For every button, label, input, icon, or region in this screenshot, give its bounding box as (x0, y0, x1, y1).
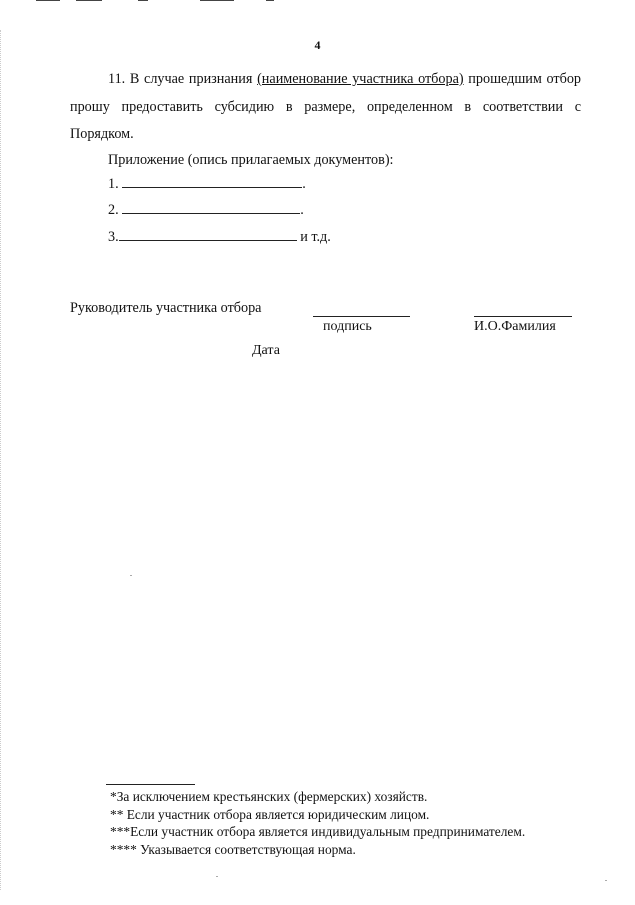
appendix-item-number: 1. (108, 176, 119, 192)
appendix-item-1 (108, 176, 306, 193)
appendix-title: Приложение (опись прилагаемых документов): (108, 152, 394, 168)
appendix-item-number: 2. (108, 202, 119, 218)
appendix-item-3 (108, 229, 331, 246)
footnote-4: **** Указывается соответствующая норма. (110, 842, 356, 857)
signature-caption: подпись (323, 319, 372, 334)
appendix-item-tail: . (300, 202, 304, 218)
footnote-2: ** Если участник отбора является юридическим лицом. (110, 807, 430, 822)
blank-line (122, 202, 300, 214)
paragraph-11-start: 11. В случае признания (108, 71, 253, 87)
signature-label: Руководитель участника отбора (70, 300, 262, 316)
signature-line (313, 316, 410, 317)
footnote-1: *За исключением крестьянских (фермерских) хозяйств. (110, 789, 428, 804)
blank-line (119, 229, 297, 241)
appendix-item-number: 3. (108, 229, 119, 245)
name-line (474, 316, 572, 317)
participant-name-placeholder: (наименование участника отбора) (257, 71, 464, 87)
scan-top-marks (0, 0, 635, 4)
date-label: Дата (252, 343, 280, 358)
footnote-separator (106, 784, 195, 785)
scan-left-edge (0, 30, 2, 890)
page-number: 4 (314, 38, 321, 52)
blank-line (122, 176, 302, 188)
paragraph-11 (70, 66, 581, 149)
paragraph-11-rest: прошедшим отбор прошу предоставить субсидию в размере, определенном в соответствии с Порядком. (70, 71, 582, 142)
appendix-item-tail: и т.д. (300, 229, 331, 245)
footnote-3: ***Если участник отбора является индивидуальным предпринимателем. (110, 824, 526, 839)
scan-speck (130, 575, 132, 576)
scan-speck (605, 880, 607, 881)
name-caption: И.О.Фамилия (474, 319, 556, 334)
appendix-item-tail: . (302, 176, 306, 192)
scan-speck (216, 876, 218, 877)
appendix-item-2 (108, 202, 304, 219)
